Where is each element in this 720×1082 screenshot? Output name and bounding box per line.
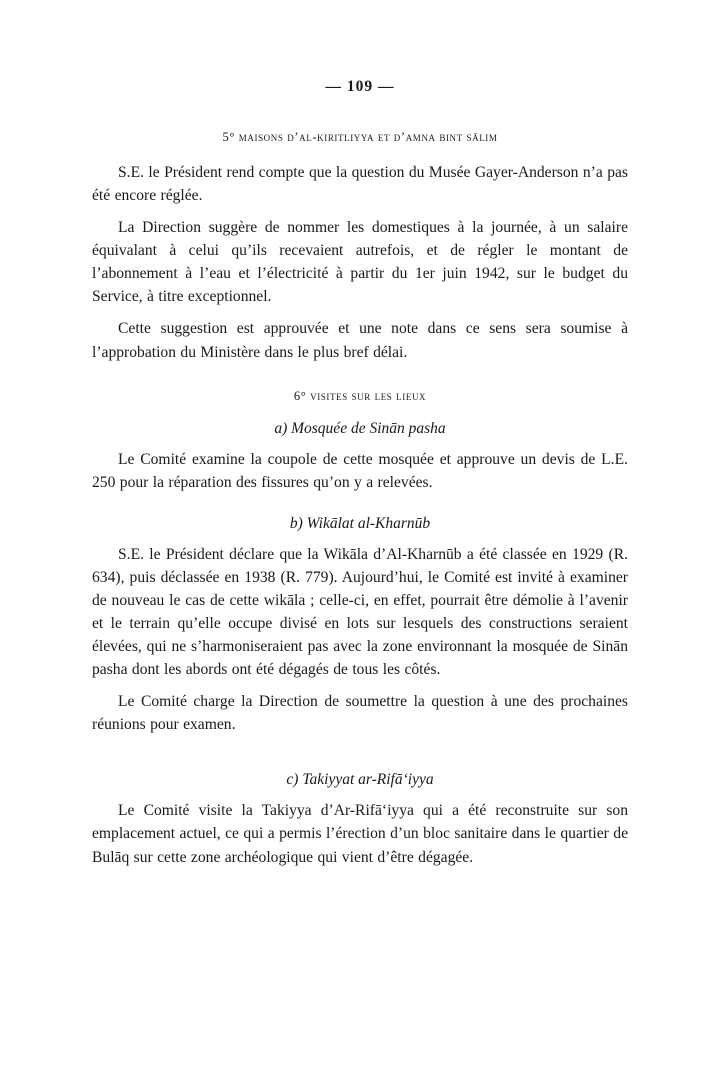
spacer [92, 373, 628, 389]
subheading-a-mosquee-sinan: a) Mosquée de Sinān pasha [274, 419, 446, 437]
paragraph-president-musee: S.E. le Président rend compte que la question du Musée Gayer-Anderson n’a pas été encore réglée. [92, 164, 628, 205]
paragraph-charge-direction: Le Comité charge la Direction de soumettre la question à une des prochaines réunions pour examen. [92, 693, 628, 734]
paragraph-wikala: S.E. le Président déclare que la Wikāla d’Al-Kharnūb a été classée en 1929 (R. 634), puis déclassée en 1938 (R. 779). Aujourd’hui, le Comité est invité à examiner de nouveau le cas de cette wikāla ; celle-ci, en effet, pourrait être démolie à l’avenir et le terrain qu’elle occupe divisé en lots sur lesquels des constructions seraient élevées, qui ne s’harmoniseraient pas avec la zone environnant la mosquée de Sinān pasha dont les abords ont été dégagés de tous les côtés. [92, 545, 628, 679]
paragraph-direction-suggere: La Direction suggère de nommer les domestiques à la journée, à un salaire équivalant à celui qu’ils recevaient autrefois, et de régler le montant de l’abonnement à l’eau et l’électricité à partir du 1er juin 1942, sur le budget du Service, à titre exceptionnel. [92, 219, 628, 306]
section-heading-5: 5° maisons d’al-kiritliyya et d’amna bint sālim [222, 130, 498, 144]
section-heading-6: 6° visites sur les lieux [293, 388, 427, 403]
subheading-b-wikalat-al-kharnub: b) Wikālat al-Kharnūb [289, 514, 431, 532]
page-number: — 109 — [325, 78, 395, 95]
paragraph-suggestion-approuvee: Cette suggestion est approuvée et une note dans ce sens sera soumise à l’approbation du Ministère dans le plus bref délai. [92, 320, 628, 361]
paragraph-takiyya: Le Comité visite la Takiyya d’Ar-Rifā‘iyya qui a été reconstruite sur son emplacement actuel, ce qui a permis l’érection d’un bloc sanitaire dans le quartier de Bulāq sur cette zone archéologique qui vient d’être dégagée. [92, 802, 628, 866]
spacer [92, 503, 628, 511]
spacer [92, 745, 628, 767]
subheading-c-takiyyat-ar-rifaiyya: c) Takiyyat ar-Rifā‘iyya [286, 771, 434, 789]
paragraph-coupole: Le Comité examine la coupole de cette mosquée et approuve un devis de L.E. 250 pour la réparation des fissures qu’on y a relevées. [92, 450, 628, 491]
